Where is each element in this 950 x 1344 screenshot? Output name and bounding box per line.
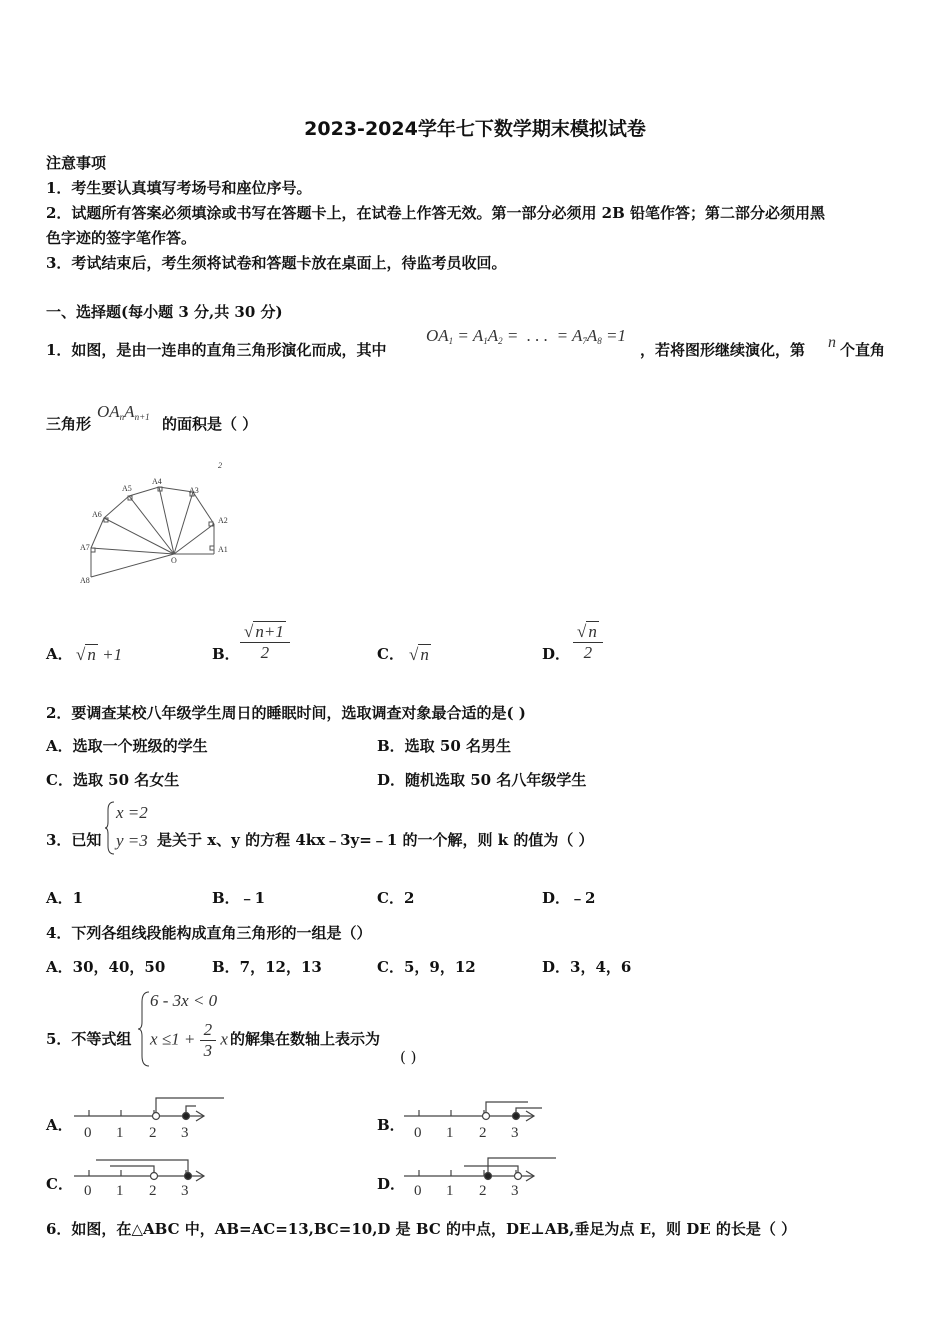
q1-stem-pre: 1．如图，是由一连串的直角三角形演化而成，其中 (46, 341, 387, 359)
q5-system-eq1: 6 - 3x < 0 (150, 991, 218, 1010)
fig-label: A1 (218, 545, 228, 554)
tick-label: 2 (479, 1183, 487, 1198)
spiral-triangles-figure (72, 456, 242, 588)
fig-label: O (171, 556, 177, 565)
tick-label: 1 (446, 1183, 454, 1198)
q2-option-a: A．选取一个班级的学生 (46, 737, 208, 755)
q1-stem-mid: ，若将图形继续演化，第 (640, 341, 806, 359)
q5-option-d-label: D． (377, 1175, 406, 1193)
tick-label: 0 (84, 1125, 92, 1140)
q3-brace (104, 800, 116, 856)
q4-option-d: D．3，4，6 (542, 958, 632, 976)
q1-line2-post: 的面积是（ ） (162, 415, 258, 433)
tick-label: 1 (446, 1125, 454, 1140)
notice-item: 色字迹的签字笔作答。 (46, 229, 197, 247)
q2-stem: 2．要调查某校八年级学生周日的睡眠时间，选取调查对象最合适的是( ) (46, 704, 526, 722)
notice-item: 3．考试结束后，考生须将试卷和答题卡放在桌面上，待监考员收回。 (46, 254, 507, 272)
section-heading: 一、选择题(每小题 3 分,共 30 分) (46, 303, 283, 321)
number-line-b (400, 1094, 560, 1140)
q2-option-b: B．选取 50 名男生 (377, 737, 511, 755)
q3-option-c: C．2 (377, 889, 415, 907)
number-line-c (70, 1152, 230, 1198)
q1-stem-post: 个直角 (840, 341, 886, 359)
tick-label: 3 (511, 1183, 519, 1198)
q1-option-d-expr: $\frac{√ n}{2}$ (573, 622, 603, 663)
q3-option-d: D．﹣2 (542, 889, 596, 907)
q3-option-b: B．﹣1 (212, 889, 266, 907)
tick-label: 3 (511, 1125, 519, 1140)
tick-label: 2 (149, 1125, 157, 1140)
q5-option-a-label: A． (46, 1116, 73, 1134)
q5-answer-paren: ( ) (400, 1048, 417, 1066)
q1-option-b-expr: $\frac{√ n+1}{2}$ (240, 622, 290, 663)
q1-option-a-label: A． (46, 645, 73, 663)
q5-stem-post: 的解集在数轴上表示为 (230, 1030, 381, 1048)
q1-option-a-expr: √ n +1 (76, 645, 123, 664)
q3-system-eq2: y =3 (116, 831, 148, 850)
q6-stem: 6．如图，在△ABC 中，AB=AC=13,BC=10,D 是 BC 的中点，DE⊥AB,垂足为点 E，则 DE 的长是（ ） (46, 1220, 797, 1238)
q1-option-c-expr: √ n (409, 645, 429, 664)
q4-option-c: C．5，9，12 (377, 958, 476, 976)
q1-option-b-label: B． (212, 645, 240, 663)
tick-label: 3 (181, 1183, 189, 1198)
q5-system-eq2: x ≤1 + $\frac{2}{3}$ x (150, 1020, 228, 1060)
tick-label: 0 (414, 1183, 422, 1198)
number-line-a (70, 1094, 230, 1140)
q2-option-d: D．随机选取 50 名八年级学生 (377, 771, 587, 789)
fig-label: 2 (218, 461, 222, 470)
tick-label: 1 (116, 1125, 124, 1140)
q5-stem-pre: 5．不等式组 (46, 1030, 132, 1048)
tick-label: 2 (149, 1183, 157, 1198)
fig-label: A2 (218, 516, 228, 525)
notice-heading: 注意事项 (46, 154, 107, 172)
page-title: 2023-2024学年七下数学期末模拟试卷 (304, 118, 646, 140)
notice-item: 1．考生要认真填写考场号和座位序号。 (46, 179, 312, 197)
q3-system-eq1: x =2 (116, 803, 148, 822)
q3-stem-post: 是关于 x、y 的方程 4kx﹣3y=﹣1 的一个解，则 k 的值为（ ） (157, 831, 594, 849)
fig-label: A4 (152, 477, 162, 486)
tick-label: 3 (181, 1125, 189, 1140)
tick-label: 0 (84, 1183, 92, 1198)
q5-brace (137, 990, 151, 1068)
q5-option-c-label: C． (46, 1175, 73, 1193)
q2-option-c: C．选取 50 名女生 (46, 771, 180, 789)
fig-label: A6 (92, 510, 102, 519)
tick-label: 2 (479, 1125, 487, 1140)
tick-label: 1 (116, 1183, 124, 1198)
fig-label: A8 (80, 576, 90, 585)
q3-stem-pre: 3．已知 (46, 831, 102, 849)
q1-option-c-label: C． (377, 645, 404, 663)
q4-option-b: B．7，12，13 (212, 958, 322, 976)
q3-option-a: A．1 (46, 889, 84, 907)
q1-option-d-label: D． (542, 645, 571, 663)
q4-stem: 4．下列各组线段能构成直角三角形的一组是（） (46, 924, 372, 942)
notice-item: 2．试题所有答案必须填涂或书写在答题卡上，在试卷上作答无效。第一部分必须用 2B 铅笔作答；第二部分必须用黑 (46, 204, 826, 222)
fig-label: A3 (189, 486, 199, 495)
q1-triangle: $OA_nA_{n+1}$ (97, 402, 150, 422)
q1-n: n (828, 334, 836, 351)
q5-option-b-label: B． (377, 1116, 405, 1134)
q1-line2-pre: 三角形 (46, 415, 92, 433)
q1-equation: $OA_1 = A_1A_2$ = . . . = $A_7A_8 =1$ (426, 326, 627, 346)
q4-option-a: A．30，40，50 (46, 958, 166, 976)
fig-label: A7 (80, 543, 90, 552)
fig-label: A5 (122, 484, 132, 493)
tick-label: 0 (414, 1125, 422, 1140)
number-line-d (400, 1152, 560, 1198)
